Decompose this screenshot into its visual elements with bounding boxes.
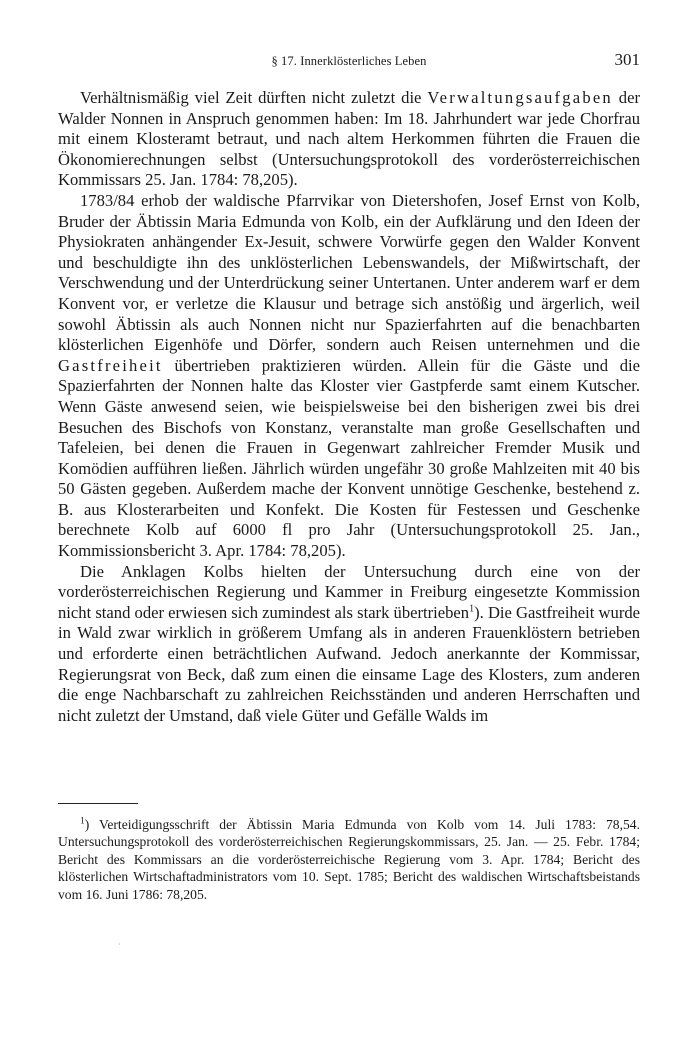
footnote-text: ) Verteidigungsschrift der Äbtissin Maria Edmunda von Kolb vom 14. Juli 1783: 78,54. Untersuchungsprotokoll des vorderösterreichischen Regierungskommissars, 25. Jan. — 25. Febr. 1784; Bericht des Kommissars an die vorderösterreichische Regierung vom 3. Apr. 1784; Bericht des klösterlichen Wirtschaftadministrators vom 10. Sept. 1785; Bericht des waldischen Wirtschaftsbeistands vom 16. Juni 1786: 78,205. bbox=[58, 817, 640, 902]
paragraph-2-text-a: 1783/84 erhob der waldische Pfarrvikar von Dietershofen, Josef Ernst von Kolb, Bruder der Äbtissin Maria Edmunda von Kolb, ein der Aufklärung und den Ideen der Physiokraten anhängender Ex-Jesuit, schwere Vorwürfe gegen den Walder Konvent und beschuldigte ihn des unklösterlichen Lebenswandels, der Mißwirtschaft, der Verschwendung und der Unterdrückung seiner Untertanen. Unter anderem warf er dem Konvent vor, er verletze die Klausur und betrage sich anstößig und ärgerlich, weil sowohl Äbtissin als auch Nonnen nicht nur Spazierfahrten auf die benachbarten klösterlichen Eigenhöfe und Dörfer, sondern auch Reisen unternehmen und die bbox=[58, 190, 640, 355]
page-number: 301 bbox=[614, 50, 640, 69]
paragraph-2-text-b: übertrieben praktizieren würden. Allein für die Gäste und die Spazierfahrten der Nonnen halte das Kloster vier Gastpferde samt einem Kutscher. Wenn Gäste anwesend seien, wie beispielsweise bei den bisherigen zwei bis drei Besuchen des Bischofs von Konstanz, veranstalte man große Gesellschaften und Tafeleien, bei denen die Frauen in Gegenwart zahlreicher Fremder Musik und Komödien aufführen ließen. Jährlich würden ungefähr 30 große Mahlzeiten mit 40 bis 50 Gästen gegeben. Außerdem mache der Konvent unnötige Geschenke, bestehend z. B. aus Klosterarbeiten und Konfekt. Die Kosten für Festessen und Geschenke berechnete Kolb auf 6000 fl pro Jahr (Untersuchungsprotokoll 25. Jan., Kommissionsbericht 3. Apr. 1784: 78,205). bbox=[58, 355, 640, 561]
footnote-divider bbox=[58, 803, 138, 804]
page-header bbox=[58, 50, 640, 74]
paragraph-3 bbox=[58, 562, 640, 727]
paragraph-3-text-b: ). Die Gastfreiheit wurde in Wald zwar wirklich in größerem Umfang als in anderen Frauenklöstern betrieben und erforderte einen beträchtlichen Aufwand. Jedoch anerkannte der Kommissar, Regierungsrat von Beck, daß zum einen die einsame Lage des Klosters, zum anderen die enge Nachbarschaft zu zahlreichen Reichsständen und anderen Herrschaften und nicht zuletzt der Umstand, daß viele Güter und Gefälle Walds im bbox=[58, 602, 641, 725]
paragraph-1-text-b: der Walder Nonnen in Anspruch genommen haben: Im 18. Jahrhundert war jede Chorfrau mit einem Klosteramt betraut, und nach altem Herkommen führten die Frauen die Ökonomierechnungen selbst (Untersuchungsprotokoll des vorderösterreichischen Kommissars 25. Jan. 1784: 78,205). bbox=[58, 88, 640, 190]
paragraph-1 bbox=[58, 88, 640, 191]
footnote-1 bbox=[58, 816, 640, 903]
footnote-reference[interactable]: 1 bbox=[469, 603, 475, 615]
spaced-term-gastfreiheit: Gastfreiheit bbox=[58, 355, 163, 375]
running-head: § 17. Innerklösterliches Leben bbox=[271, 54, 427, 68]
main-text bbox=[58, 88, 640, 726]
footnote bbox=[58, 816, 640, 903]
paragraph-2 bbox=[58, 191, 640, 562]
print-speck: · bbox=[118, 940, 121, 949]
paragraph-1-text-a: Verhältnismäßig viel Zeit dürften nicht zuletzt die bbox=[80, 88, 428, 107]
footnote-mark: 1 bbox=[80, 816, 85, 827]
spaced-term-verwaltungsaufgaben: Verwaltungsaufgaben bbox=[427, 88, 613, 107]
paragraph-3-text-a: Die Anklagen Kolbs hielten der Untersuchung durch eine von der vorderösterreichischen Regierung und Kammer in Freiburg eingesetzte Kommission nicht stand oder erwiesen sich zumindest als stark übertrieben bbox=[58, 561, 640, 622]
